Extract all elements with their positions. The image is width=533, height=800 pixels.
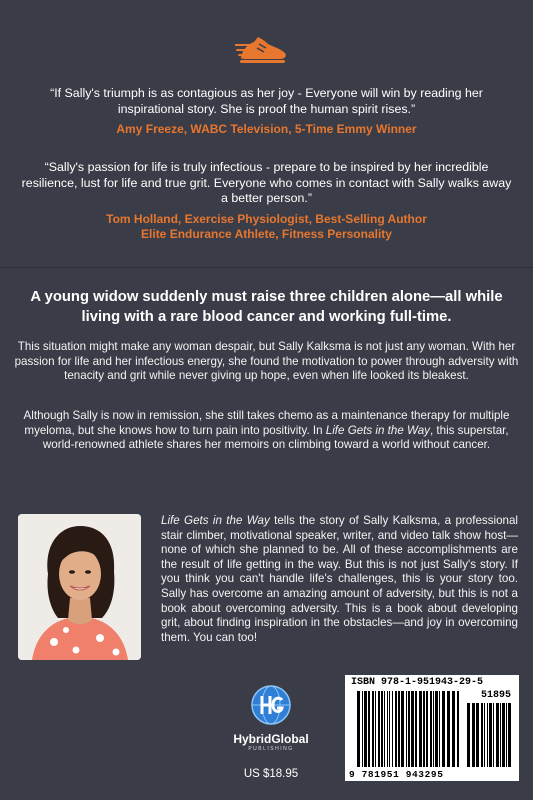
barcode-bar (430, 691, 432, 767)
author-photo (18, 514, 141, 660)
barcode-bar (372, 691, 374, 767)
barcode-bar (392, 691, 393, 767)
barcode-bar (433, 691, 434, 767)
addon-bars (467, 703, 511, 767)
barcode-bar (387, 691, 388, 767)
barcode-bar (435, 691, 438, 767)
barcode-bar (406, 691, 407, 767)
barcode-bar (487, 703, 488, 767)
barcode-bar (500, 703, 501, 767)
book-title: Life Gets in the Way (325, 423, 430, 437)
barcode-bar (439, 691, 440, 767)
ean-digits: 9 781951 943295 (349, 769, 444, 780)
testimonial-1 (18, 86, 515, 137)
barcode-bar (357, 691, 360, 767)
testimonial-text: “Sally's passion for life is truly infectious - prepare to be inspired by her incredible resilience, lust for life and true grit. Everyone who comes in contact with Sally walks away a better person.” (21, 160, 512, 205)
barcode-bar (457, 691, 459, 767)
barcode-bar (508, 703, 511, 767)
isbn-number: ISBN 978-1-951943-29-5 (351, 677, 484, 688)
book-title: Life Gets in the Way (161, 514, 270, 527)
barcode-bar (415, 691, 417, 767)
barcode-bar (398, 691, 400, 767)
testimonial-text: “If Sally's triumph is as contagious as her joy - Everyone will win by reading her inspirational story. She is proof the human spirit rises.” (50, 86, 483, 116)
paragraph-text: , this superstar, world-renowned athlete shares her memoirs on climbing toward a world without cancer. (42, 423, 509, 452)
barcode-bar (378, 691, 380, 767)
barcode-bar (452, 691, 455, 767)
barcode-bar (447, 691, 450, 767)
section-divider (0, 267, 533, 268)
barcode-bar (395, 691, 397, 767)
publisher-tagline: PUBLISHING (248, 746, 294, 752)
bio-text: tells the story of Sally Kalksma, a professional stair climber, motivational speaker, writer, and video talk show host—none of which she planned to be. All of these accomplishments are the result of life getting in the way. But this is not just Sally's story. If you think you can't handle life's challenges, this is your story too. Sally has overcome an amazing amount of adversity, but this is not a book about overcoming adversity. This is a book about developing grit, about finding inspiration in the obstacles—and joy in overcoming them. You can too! (161, 514, 518, 644)
publisher-name: HybridGlobal (233, 732, 309, 746)
publisher-logo (228, 685, 314, 752)
barcode-bar (364, 691, 367, 767)
price-code: 51895 (480, 690, 511, 701)
description-paragraph-1: This situation might make any woman despair, but Sally Kalksma is not just any woman. With her passion for life and her infectious energy, she found the motivation to power through adversity with tenacity and grit while never giving up hope, even when life looked its bleakest. (14, 340, 519, 383)
price-label: US $18.95 (243, 768, 299, 780)
barcode-bar (426, 691, 428, 767)
barcode-bar (442, 691, 445, 767)
barcode-bar (368, 691, 370, 767)
barcode-bar (419, 691, 422, 767)
headline: A young widow suddenly must raise three children alone—all while living with a rare blood cancer and working full-time. (30, 289, 503, 325)
barcode-bar (381, 691, 383, 767)
description-paragraph-2 (14, 409, 519, 453)
ean-bars (357, 691, 461, 767)
barcode-bar (506, 703, 507, 767)
isbn-barcode (345, 675, 519, 781)
barcode-bar (389, 691, 390, 767)
barcode-bar (467, 703, 470, 767)
barcode-bar (423, 691, 425, 767)
barcode-bar (401, 691, 404, 767)
author-bio (161, 514, 518, 645)
barcode-bar (384, 691, 385, 767)
barcode-bar (493, 703, 494, 767)
barcode-bar (375, 691, 376, 767)
testimonial-attribution (18, 212, 515, 242)
testimonial-attribution: Amy Freeze, WABC Television, 5-Time Emmy Winner (116, 122, 417, 136)
barcode-bar (502, 703, 505, 767)
attribution-line-1: Tom Holland, Exercise Physiologist, Best-Selling Author (106, 211, 427, 226)
barcode-bar (408, 691, 410, 767)
running-shoe-icon (235, 27, 289, 67)
testimonial-2 (18, 160, 515, 242)
paragraph-text: Although Sally is now in remission, she still takes chemo as a maintenance therapy for multiple myeloma, but she knows how to turn pain into positivity. In (23, 409, 510, 437)
barcode-bar (411, 691, 414, 767)
barcode-bar (481, 703, 483, 767)
barcode-bar (496, 703, 499, 767)
barcode-bar (489, 703, 492, 767)
barcode-bar (476, 703, 479, 767)
hg-globe-icon (251, 685, 291, 725)
barcode-bar (484, 703, 485, 767)
attribution-line-2: Elite Endurance Athlete, Fitness Personality (141, 226, 392, 241)
barcode-bar (362, 691, 363, 767)
barcode-bar (472, 703, 475, 767)
